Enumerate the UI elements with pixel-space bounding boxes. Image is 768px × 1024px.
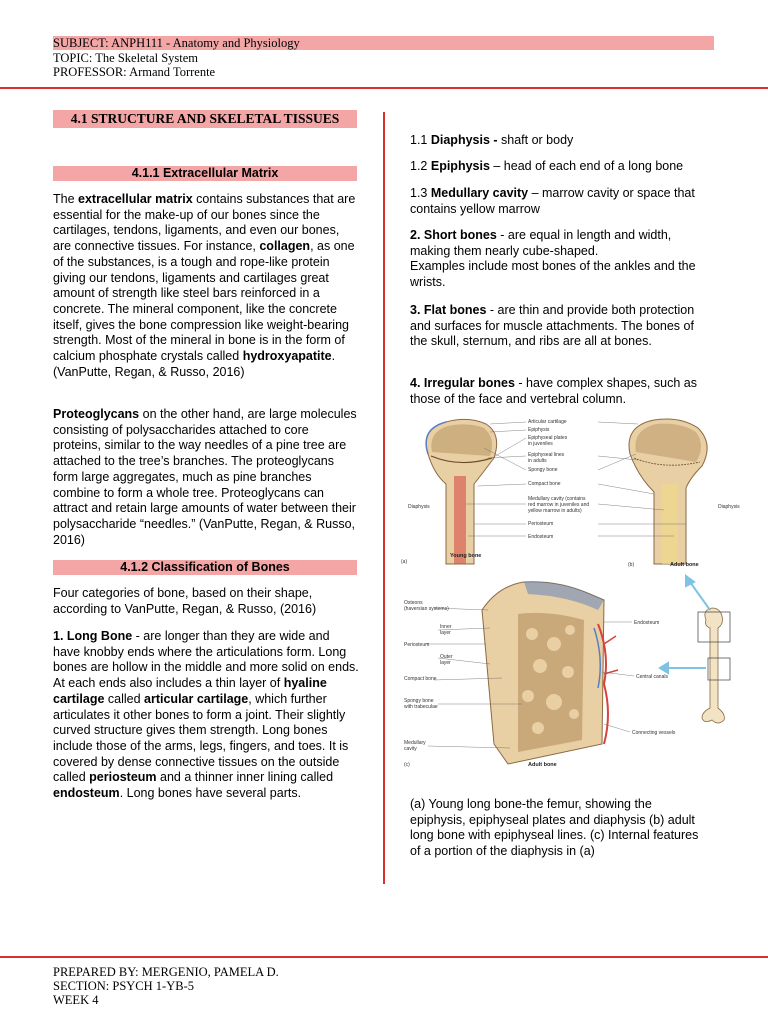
- label-young-bone: Young bone: [450, 553, 482, 559]
- label-inner-layer: layer: [440, 630, 451, 636]
- label-in-juveniles: in juveniles: [528, 441, 553, 447]
- arrow-icon: [660, 576, 710, 673]
- label-adult-bone: Adult bone: [670, 562, 699, 568]
- label-periosteum: Periosteum: [528, 521, 554, 527]
- label-endosteum-c: Endosteum: [634, 620, 660, 626]
- label-medullary-cavity-2: red marrow in juveniles and: [528, 502, 590, 508]
- label-connecting-vessels: Connecting vessels: [632, 730, 676, 736]
- label-epiphysis: Epiphysis: [528, 427, 550, 433]
- label-outer-layer: layer: [440, 660, 451, 666]
- footer-section: SECTION: PSYCH 1-YB-5: [53, 979, 194, 993]
- subsection-title-classification: 4.1.2 Classification of Bones: [53, 560, 357, 575]
- header-subject: SUBJECT: ANPH111 - Anatomy and Physiology: [53, 36, 714, 50]
- label-epiphyseal-lines: Epiphyseal lines: [528, 452, 565, 458]
- paragraph-four-categories: Four categories of bone, based on their shape, according to VanPutte, Regan, & Russo, (2016): [53, 586, 317, 616]
- label-central-canals: Central canals: [636, 674, 668, 680]
- header-professor: PROFESSOR: Armand Torrente: [53, 65, 216, 79]
- item-short-bones: 2. Short bones - are equal in length and width, making them nearly cube-shaped. Examples include most bones of the ankles and the wrists.: [410, 228, 696, 290]
- label-periosteum-c: Periosteum: [404, 642, 430, 648]
- label-outer: Outer: [440, 654, 453, 660]
- header-divider: [0, 87, 768, 89]
- label-medullary-cavity-3: yellow marrow in adults): [528, 508, 582, 514]
- label-panel-c: (c): [404, 762, 410, 768]
- label-haversian-systems: (haversian systems): [404, 606, 449, 612]
- paragraph-long-bone: 1. Long Bone - are longer than they are wide and have knobby ends where the articulations form. Long bones are hollow in the middle and more solid on ends. At each ends also includes a thin layer of hyaline cartilage called articular cartilage, which further articulates it other bones to form a joint. Their slightly curved structure gives them strength. Long bones include those of the arms, legs, fingers, and toes. It is covered by dense connective tissues on the outside called periosteum and a thinner inner lining called endosteum. Long bones have several parts.: [53, 629, 359, 801]
- label-inner: Inner: [440, 624, 452, 630]
- label-with-trabeculae: with trabeculae: [404, 704, 438, 710]
- item-medullary-cavity: 1.3 Medullary cavity – marrow cavity or space that contains yellow marrow: [410, 186, 695, 216]
- item-diaphysis: 1.1 Diaphysis - shaft or body: [410, 133, 574, 147]
- label-compact-bone: Compact bone: [528, 481, 561, 487]
- young-bone-illustration: [426, 419, 497, 564]
- label-medullary-cavity-1: Medullary cavity (contains: [528, 496, 586, 502]
- column-divider: [383, 112, 385, 884]
- diaphysis-cutaway-illustration: [482, 582, 618, 764]
- footer-divider: [0, 956, 768, 958]
- figure-caption: (a) Young long bone-the femur, showing the epiphysis, epiphyseal plates and diaphysis (b) adult long bone with epiphyseal lines. (c) Internal features of a portion of the diaphysis in (a): [410, 797, 699, 859]
- label-spongy-bone-c: Spongy bone: [404, 698, 434, 704]
- paragraph-proteoglycans: Proteoglycans on the other hand, are large molecules consisting of polysaccharides attached to core proteins, similar to the way needles of a pine tree are attached to the tree’s branches. The proteoglycans form large aggregates, much as pine branches combine to form a whole tree. Proteoglycans can attract and retain large amounts of water between their polysaccharide “needles.” (VanPutte, Regan, & Russo, 2016): [53, 407, 357, 547]
- label-panel-a: (a): [401, 559, 408, 565]
- label-endosteum: Endosteum: [528, 534, 554, 540]
- subsection-title-matrix: 4.1.1 Extracellular Matrix: [53, 166, 357, 181]
- item-irregular-bones: 4. Irregular bones - have complex shapes, such as those of the face and vertebral column.: [410, 376, 697, 406]
- item-flat-bones: 3. Flat bones - are thin and provide both protection and surfaces for muscle attachments. The bones of the skull, sternum, and ribs are all at bones.: [410, 303, 695, 349]
- label-panel-b: (b): [628, 562, 635, 568]
- label-epiphyseal-plates: Epiphyseal plates: [528, 435, 568, 441]
- footer-week: WEEK 4: [53, 993, 99, 1007]
- label-in-adults: in adults: [528, 458, 547, 464]
- label-adult-bone-c: Adult bone: [528, 762, 557, 768]
- femur-icon: [698, 608, 730, 723]
- label-spongy-bone: Spongy bone: [528, 467, 558, 473]
- label-osteons: Osteons: [404, 600, 423, 606]
- item-epiphysis: 1.2 Epiphysis – head of each end of a long bone: [410, 159, 684, 173]
- label-diaphysis-right: Diaphysis: [718, 504, 740, 510]
- label-articular-cartilage: Articular cartilage: [528, 419, 567, 425]
- label-compact-bone-c: Compact bone: [404, 676, 437, 682]
- label-diaphysis-left: Diaphysis: [408, 504, 430, 510]
- header-topic: TOPIC: The Skeletal System: [53, 51, 199, 65]
- label-medullary-c: Medullary: [404, 740, 426, 746]
- footer-prepared-by: PREPARED BY: MERGENIO, PAMELA D.: [53, 965, 279, 979]
- label-cavity-c: cavity: [404, 746, 417, 752]
- section-title: 4.1 STRUCTURE AND SKELETAL TISSUES: [53, 110, 357, 128]
- long-bone-figure: [398, 414, 760, 770]
- paragraph-extracellular-matrix: The extracellular matrix contains substances that are essential for the make-up of our bones since the cartilages, tendons, ligaments, and even our bones, are connective tissues. For instance, collagen, as one of the substances, is a tough and rope-like protein giving our tendons, ligaments and cartilages great amount of strength like steel bars reinforced in a concrete. The mineral component, like the concrete itself, gives the bone compression like weight-bearing strength. Most of the mineral in bone is in the form of calcium phosphate crystals called hydroxyapatite. (VanPutte, Regan, & Russo, 2016): [53, 192, 356, 379]
